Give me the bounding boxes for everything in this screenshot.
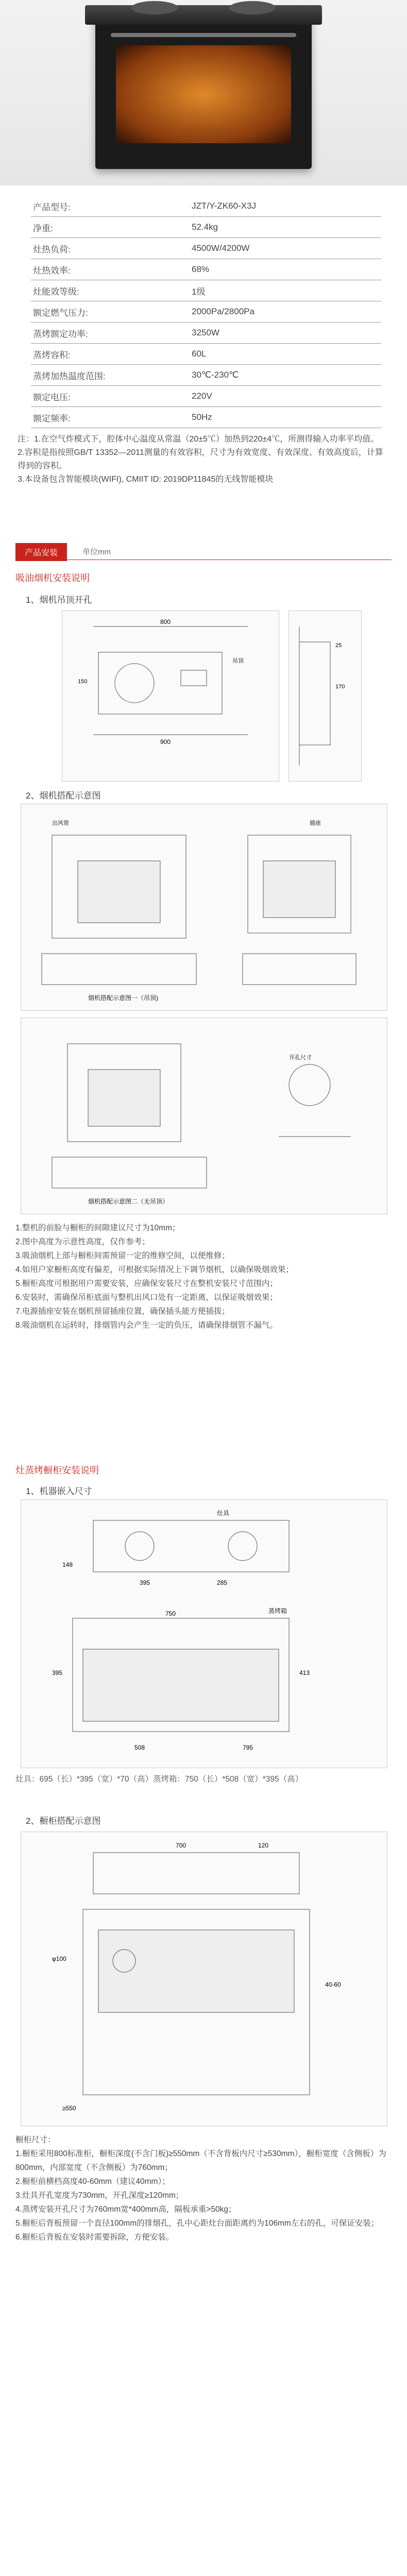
spec-row (31, 196, 381, 217)
hood-note-6: 6.安装时，需确保吊柜底面与整机出风口处有一定距离，以保证吸烟效果； (15, 1293, 278, 1302)
cabinet-note-6: 6.橱柜后背板在安装时需要拆除，方便安装。 (15, 2233, 174, 2242)
spec-row (31, 259, 381, 280)
spec-row (31, 344, 381, 365)
dim-148: 148 (62, 1561, 73, 1568)
spec-value: 60L (190, 344, 381, 365)
install-tag: 产品安装 (15, 543, 67, 561)
label-hole: 开孔尺寸 (289, 1055, 312, 1061)
stove-step2: 2、橱柜搭配示意图 (26, 1816, 101, 1826)
spec-key: 净重: (31, 217, 190, 238)
hood-note-5: 5.橱柜高度可根据用户需要安装，应确保安装尺寸在整机安装尺寸范围内； (15, 1279, 278, 1288)
label-ceiling: 吊顶 (232, 658, 244, 664)
dim-285: 285 (217, 1579, 228, 1586)
label-oven: 蒸烤箱 (268, 1607, 287, 1615)
spec-table (0, 196, 407, 428)
spec-key: 蒸烤加热温度范围: (31, 365, 190, 386)
spec-row (31, 280, 381, 301)
spec-row (31, 301, 381, 323)
hood-install-drawing-2 (21, 1018, 387, 1214)
spec-key: 产品型号: (31, 196, 190, 217)
dim-120: 120 (258, 1842, 269, 1849)
spec-value: 220V (190, 386, 381, 407)
spec-key: 灶热负荷: (31, 238, 190, 259)
spec-value: JZT/Y-ZK60-X3J (190, 196, 381, 217)
label-stove: 灶具 (217, 1510, 230, 1517)
spec-value: 52.4kg (190, 217, 381, 238)
install-tagbar (0, 540, 407, 561)
dim-phi100: φ100 (52, 1955, 66, 1962)
dim-508: 508 (134, 1744, 145, 1751)
dim-40-60: 40-60 (325, 1981, 341, 1988)
cabinet-note-2: 2.橱柜前横档高度40-60mm（建议40mm）； (15, 2177, 170, 2186)
stove-size-line: 灶具：695（长）*395（宽）*70（高）蒸烤箱：750（长）*508（宽）*395（高） (15, 1775, 303, 1784)
burner-right (229, 1, 276, 14)
spec-notes (0, 433, 407, 531)
label-socket: 插座 (310, 820, 321, 826)
note-3: 3.本设备包含智能模块(WIFI), CMIIT ID: 2019DP11845的无线智能模块 (18, 475, 274, 484)
product-image (95, 9, 312, 169)
spec-key: 灶热效率: (31, 259, 190, 280)
hood-ceiling-drawing (62, 611, 279, 782)
dim-413: 413 (299, 1669, 310, 1676)
cabinet-note-1: 1.橱柜采用800标准柜，橱柜深度(不含门板)≥550mm（不含背板内尺寸≥530mm），橱柜宽度（含侧板）为800mm，内部宽度（不含侧板）为760mm； (15, 2149, 386, 2172)
spec-value: 68% (190, 259, 381, 280)
dim-900: 900 (160, 738, 171, 745)
stove-title: 灶蒸烤橱柜安装说明 (15, 1465, 99, 1476)
hood-side-drawing (289, 611, 362, 782)
spec-row (31, 365, 381, 386)
stove-embed-drawing (21, 1499, 387, 1768)
stove-step1: 1、机器嵌入尺寸 (26, 1486, 92, 1496)
spec-row (31, 323, 381, 344)
oven-window (116, 45, 291, 143)
spec-value: 2000Pa/2800Pa (190, 301, 381, 323)
dim-150: 150 (78, 679, 88, 685)
cabinet-note-4: 4.蒸烤安装开孔尺寸为760mm宽*400mm高，隔板承重>50kg； (15, 2205, 236, 2214)
dim-795: 795 (243, 1744, 253, 1751)
spec-row (31, 217, 381, 238)
hood-install-drawing-1 (21, 804, 387, 1011)
dim-550: ≥550 (62, 2105, 76, 2112)
cooktop (85, 5, 322, 25)
hood-note-1: 1.整机的前脸与橱柜的间隙建议尺寸为10mm； (15, 1224, 180, 1232)
hood-notes (15, 1221, 392, 1332)
dim-800: 800 (160, 618, 171, 625)
unit-label: 单位mm (82, 548, 111, 556)
cabinet-note-3: 3.灶具开孔宽度为730mm，开孔深度≥120mm； (15, 2191, 184, 2200)
spec-key: 蒸烤容积: (31, 344, 190, 365)
spec-row (31, 238, 381, 259)
spec-value: 3250W (190, 323, 381, 344)
label-duct: 出风管 (52, 820, 69, 826)
hood-title: 吸油烟机安装说明 (15, 573, 90, 583)
spec-row (31, 407, 381, 428)
spec-value: 30℃-230℃ (190, 365, 381, 386)
hood-note-4: 4.如用户家橱柜高度有偏差，可根据实际情况上下调节烟机，以确保吸烟效果； (15, 1265, 294, 1274)
dim-395: 395 (140, 1579, 150, 1586)
dim-170: 170 (335, 684, 345, 690)
spec-value: 50Hz (190, 407, 381, 428)
dim-395b: 395 (52, 1669, 63, 1676)
hood-step2: 2、烟机搭配示意图 (26, 791, 101, 801)
caption-1: 烟机搭配示意图一（吊顶) (88, 994, 158, 1002)
note-2: 2.容积是指按照GB/T 13352—2011测量的有效容积，尺寸为有效宽度、有效深度、有效高度后，计算得到的容积。 (18, 448, 383, 470)
spec-key: 额定电压: (31, 386, 190, 407)
product-hero (0, 0, 407, 185)
spec-value: 4500W/4200W (190, 238, 381, 259)
spec-key: 灶能效等级: (31, 280, 190, 301)
hood-note-7: 7.电源插座安装在烟机预留插座位置，确保插头能方便插拔； (15, 1307, 230, 1316)
dim-700: 700 (176, 1842, 186, 1849)
spec-key: 额定频率: (31, 407, 190, 428)
cabinet-notes (15, 2133, 392, 2244)
spec-row (31, 386, 381, 407)
dim-25: 25 (335, 642, 342, 649)
hood-step1: 1、烟机吊顶开孔 (26, 595, 92, 605)
note-1: 注：1.在空气炸模式下，腔体中心温度从常温（20±5℃）加热到220±4℃，所测得输入功率平均值。 (18, 435, 379, 444)
hood-note-3: 3.吸油烟机上部与橱柜间需预留一定的维修空间，以便维修； (15, 1251, 230, 1260)
cabinet-note-5: 5.橱柜后背板预留一个直径100mm的排烟孔，孔中心距灶台面距离约为106mm左右的孔，可保证安装； (15, 2219, 379, 2228)
spec-key: 蒸烤额定功率: (31, 323, 190, 344)
spec-value: 1级 (190, 280, 381, 301)
burner-left (131, 1, 178, 14)
cabinet-label: 橱柜尺寸： (15, 2136, 56, 2144)
caption-2: 烟机搭配示意图二（无吊顶） (88, 1198, 169, 1205)
hood-note-2: 2.图中高度为示意性高度，仅作参考； (15, 1238, 150, 1246)
oven-handle (111, 33, 296, 37)
hood-note-8: 8.吸油烟机在运转时，排烟管内会产生一定的负压，请确保排烟管不漏气。 (15, 1321, 278, 1330)
dim-750: 750 (165, 1610, 176, 1617)
cabinet-drawing (21, 1832, 387, 2126)
spec-key: 额定燃气压力: (31, 301, 190, 323)
